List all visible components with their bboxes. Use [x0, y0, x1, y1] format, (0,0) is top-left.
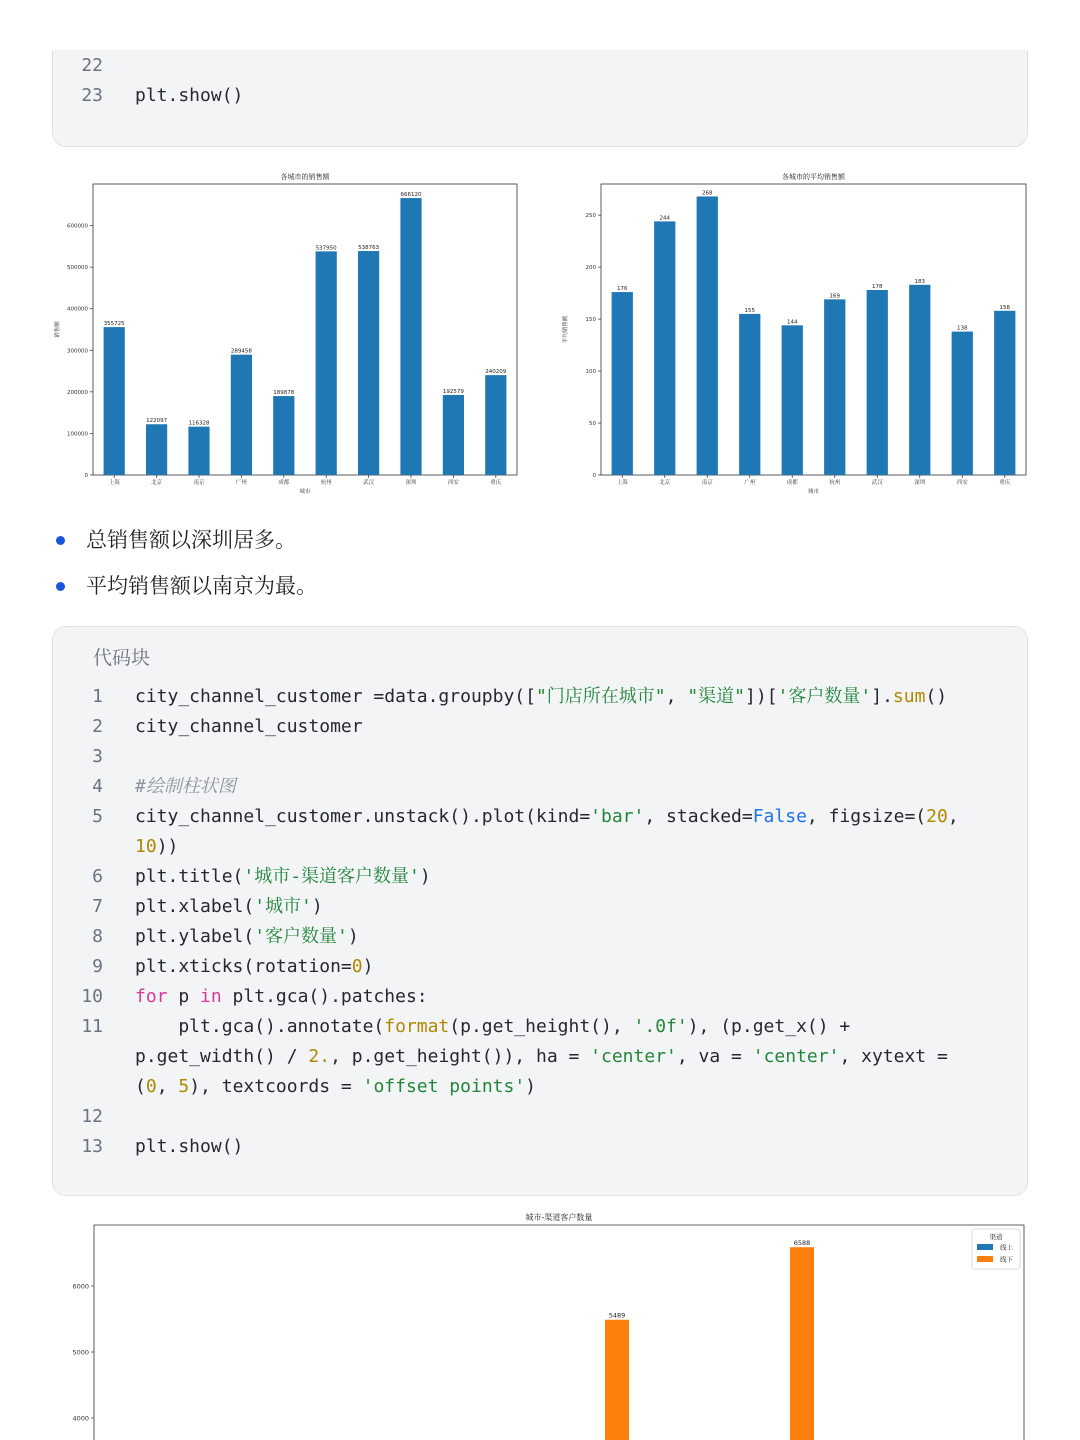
code-token: 'center' [590, 1046, 677, 1067]
y-tick-label: 4000 [72, 1414, 89, 1423]
bar [739, 314, 760, 475]
bar [146, 424, 167, 475]
x-tick-label: 杭州 [829, 480, 841, 486]
code-token: , xytext = [839, 1046, 948, 1067]
y-tick-label: 6000 [72, 1282, 89, 1291]
y-axis-label: 销售额 [55, 321, 61, 338]
y-tick-label: 100 [585, 369, 596, 376]
code-token: p [167, 986, 201, 1007]
x-tick-label: 杭州 [320, 480, 332, 486]
code-text [135, 862, 431, 892]
y-tick-label: 0 [592, 473, 596, 479]
bar-value-label: 155 [744, 307, 755, 314]
line-number: 11 [81, 1016, 103, 1037]
line-number: 12 [81, 1106, 103, 1127]
bar-value-label: 178 [872, 284, 883, 291]
x-tick-label: 上海 [616, 480, 628, 486]
bar-value-label: 189878 [273, 390, 295, 397]
code-token: ) [525, 1076, 537, 1097]
legend-swatch [977, 1256, 993, 1262]
code-token: city_channel_customer.unstack().plot(kind= [135, 806, 591, 827]
chart-total-sales [40, 165, 540, 500]
code-token: plt.xlabel( [135, 896, 255, 917]
x-tick-label: 武汉 [363, 480, 375, 486]
code-text [135, 892, 323, 922]
code-token: 'offset points' [362, 1076, 526, 1097]
line-number: 4 [92, 776, 103, 797]
code-token: (p.get_height(), [449, 1016, 634, 1037]
code-token: '客户数量' [777, 686, 872, 707]
bar-value-label: 5489 [608, 1311, 626, 1320]
code-token: 2. [308, 1046, 331, 1067]
chart-title: 各城市的销售额 [280, 173, 330, 181]
y-tick-label: 100000 [67, 431, 88, 438]
code-token: , [156, 1076, 179, 1097]
bar [909, 285, 930, 475]
y-tick-label: 5000 [72, 1348, 89, 1357]
code-token: , p.get_height()), ha = [330, 1046, 591, 1067]
bar [273, 396, 294, 475]
y-tick-label: 250 [585, 213, 596, 220]
x-tick-label: 上海 [108, 480, 120, 486]
legend-label: 线上 [1000, 1243, 1013, 1252]
code-token: sum [892, 686, 926, 707]
code-token: 'center' [752, 1046, 840, 1067]
bar-value-label: 240209 [485, 369, 507, 376]
x-tick-label: 南京 [193, 480, 205, 486]
line-number: 23 [81, 85, 103, 106]
x-tick-label: 深圳 [405, 480, 417, 486]
bullet-text: 总销售额以深圳居多。 [86, 528, 296, 552]
code-token: , figsize=( [806, 806, 927, 827]
x-tick-label: 成都 [786, 480, 798, 486]
code-token: '城市-渠道客户数量' [243, 866, 420, 887]
code-text [135, 952, 373, 982]
code-token: ) [311, 896, 323, 917]
bar-value-label: 183 [914, 278, 925, 285]
bar [952, 332, 973, 475]
bar [358, 251, 379, 475]
legend-label: 线下 [1000, 1255, 1013, 1264]
code-token: , [947, 806, 959, 827]
chart-average-sales [555, 165, 1040, 500]
bar [231, 355, 252, 475]
x-tick-label: 广州 [744, 480, 756, 486]
code-token: ) [347, 926, 359, 947]
code-text [135, 802, 959, 832]
bar [612, 292, 633, 475]
bar [824, 299, 845, 475]
x-tick-label: 深圳 [914, 480, 926, 486]
code-token: 5 [178, 1076, 190, 1097]
code-token: ])[ [745, 686, 778, 707]
code-token: '.0f' [633, 1016, 688, 1037]
code-token: "渠道" [687, 686, 746, 707]
code-token: 10 [135, 836, 157, 857]
bar-value-label: 192579 [442, 388, 464, 395]
bar [188, 427, 209, 475]
code-text [135, 1012, 850, 1042]
code-token: , [665, 686, 688, 707]
line-number: 10 [81, 986, 103, 1007]
code-token: False [752, 806, 807, 827]
bar [790, 1247, 814, 1440]
bar [867, 290, 888, 475]
code-token: , stacked= [644, 806, 753, 827]
code-token: plt.gca().patches: [221, 986, 428, 1007]
bar-value-label: 122097 [146, 418, 168, 425]
bar [104, 327, 125, 475]
code-token: city_channel_customer [135, 716, 363, 737]
bullet-text: 平均销售额以南京为最。 [86, 574, 317, 598]
x-tick-label: 重庆 [999, 480, 1011, 486]
bar [782, 325, 803, 475]
bar-value-label: 6588 [793, 1239, 811, 1248]
code-text [135, 682, 947, 712]
code-token: )) [156, 836, 179, 857]
bar-value-label: 144 [787, 319, 798, 326]
bar [697, 196, 718, 475]
code-text [135, 81, 243, 111]
code-token: () [925, 686, 948, 707]
code-text [135, 922, 359, 952]
bar-value-label: 289458 [230, 348, 252, 355]
bar [400, 198, 421, 475]
chart-title: 城市-渠道客户数量 [525, 1213, 593, 1222]
bar-value-label: 116328 [188, 420, 210, 427]
bar-value-label: 537950 [315, 245, 337, 252]
code-text [135, 1132, 243, 1162]
y-tick-label: 150 [585, 317, 596, 324]
code-block-top [52, 50, 1028, 147]
bullet-dot [56, 536, 65, 545]
code-token: ) [419, 866, 431, 887]
code-token: 'bar' [590, 806, 645, 827]
line-number: 1 [92, 686, 103, 707]
x-tick-label: 武汉 [871, 480, 883, 486]
code-text [135, 1042, 948, 1072]
plot-frame [94, 1225, 1024, 1440]
bar-value-label: 138 [957, 325, 968, 332]
y-tick-label: 400000 [67, 306, 88, 313]
bar-value-label: 244 [659, 215, 670, 222]
x-axis-label: 城市 [299, 489, 311, 495]
code-text [135, 832, 178, 862]
x-tick-label: 西安 [447, 480, 459, 486]
y-tick-label: 200 [585, 265, 596, 272]
bar-value-label: 158 [999, 304, 1010, 311]
code-token: ) [362, 956, 374, 977]
code-token: , va = [676, 1046, 753, 1067]
code-token: ), (p.get_x() + [687, 1016, 851, 1037]
code-token: format [384, 1016, 450, 1037]
code-token: #绘制柱状图 [135, 776, 236, 797]
y-tick-label: 500000 [67, 265, 88, 272]
line-number: 6 [92, 866, 103, 887]
code-token: plt.show() [135, 85, 244, 106]
code-token: plt.gca().annotate( [135, 1016, 385, 1037]
y-tick-label: 200000 [67, 389, 88, 396]
bar-value-label: 538763 [358, 245, 380, 252]
x-axis-label: 城市 [807, 489, 820, 495]
bar [443, 395, 464, 475]
code-token: '客户数量' [254, 926, 348, 947]
code-token: 0 [351, 956, 363, 977]
code-token: "门店所在城市" [535, 686, 666, 707]
code-token: plt.show() [135, 1136, 244, 1157]
bar [605, 1320, 629, 1440]
bar-value-label: 169 [829, 293, 840, 300]
bar-value-label: 666120 [400, 192, 422, 199]
chart-title: 各城市的平均销售额 [782, 173, 845, 181]
code-token: ( [135, 1076, 146, 1097]
code-token: city_channel_customer =data.groupby([ [135, 686, 536, 707]
code-text [135, 712, 363, 742]
code-token: ]. [871, 686, 893, 707]
x-tick-label: 北京 [659, 480, 671, 486]
x-tick-label: 北京 [151, 480, 163, 486]
bullet-dot [56, 582, 65, 591]
code-token: 20 [926, 806, 948, 827]
code-token: 0 [145, 1076, 157, 1097]
y-tick-label: 50 [589, 421, 596, 428]
bar [654, 221, 675, 475]
bar [316, 251, 337, 475]
y-tick-label: 300000 [67, 348, 88, 355]
legend-title: 渠道 [989, 1233, 1003, 1241]
code-token: p.get_width() / [135, 1046, 309, 1067]
code-token: ), textcoords = [189, 1076, 363, 1097]
code-token: '城市' [254, 896, 312, 917]
y-tick-label: 0 [84, 473, 88, 479]
bar [994, 311, 1015, 475]
code-token: plt.xticks(rotation= [135, 956, 352, 977]
code-text [135, 982, 428, 1012]
code-token: plt.ylabel( [135, 926, 255, 947]
bar-value-label: 176 [617, 286, 628, 293]
line-number: 5 [92, 806, 103, 827]
x-tick-label: 广州 [235, 480, 247, 486]
code-block-title: 代码块 [93, 647, 151, 669]
x-tick-label: 重庆 [490, 480, 502, 486]
line-number: 22 [81, 55, 103, 76]
y-axis-label: 平均销售额 [563, 315, 569, 344]
line-number: 3 [92, 746, 103, 767]
x-tick-label: 西安 [956, 480, 968, 486]
code-token: for [135, 986, 168, 1007]
chart-city-channel-customers [40, 1205, 1040, 1440]
code-text [135, 772, 236, 802]
code-text [135, 1072, 536, 1102]
legend-swatch [977, 1244, 993, 1250]
line-number: 9 [92, 956, 103, 977]
line-number: 8 [92, 926, 103, 947]
code-block [52, 626, 1028, 1196]
x-tick-label: 成都 [278, 480, 290, 486]
line-number: 7 [92, 896, 103, 917]
code-token: in [200, 986, 222, 1007]
line-number: 13 [81, 1136, 103, 1157]
x-tick-label: 南京 [701, 480, 713, 486]
bar-value-label: 268 [702, 190, 713, 197]
line-number: 2 [92, 716, 103, 737]
bar-value-label: 355725 [103, 321, 125, 328]
bar [485, 375, 506, 475]
y-tick-label: 600000 [67, 223, 88, 230]
code-token: plt.title( [135, 866, 244, 887]
